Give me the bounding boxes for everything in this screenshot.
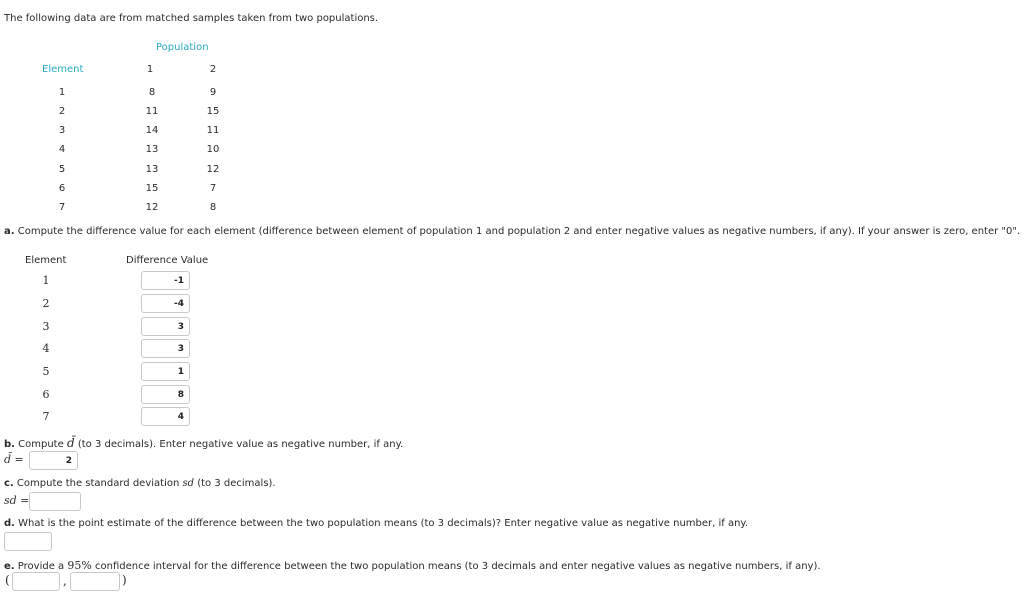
sd-input[interactable] [29, 492, 81, 511]
table-cell-pop1: 12 [145, 202, 159, 213]
diff-value-input[interactable] [141, 271, 190, 290]
diff-element-header: Element [25, 255, 67, 266]
table-cell-pop2: 15 [206, 106, 220, 117]
part-e-question [4, 559, 821, 572]
open-paren: ( [5, 573, 10, 587]
ci-lower-input[interactable] [12, 572, 60, 591]
diff-element-label: 4 [42, 342, 50, 355]
table-cell-pop2: 9 [209, 87, 217, 98]
diff-element-label: 1 [42, 274, 50, 287]
d-bar-input-label: d̄ = [4, 453, 24, 466]
close-paren: ) [122, 573, 127, 587]
table-cell-element: 1 [58, 87, 66, 98]
part-d-text: What is the point estimate of the difference between the two population means (to 3 decimals)? Enter negative value as negative number, if any. [18, 518, 749, 529]
diff-element-label: 3 [42, 320, 50, 333]
diff-value-input[interactable] [141, 317, 190, 336]
ci-upper-input[interactable] [70, 572, 120, 591]
part-d-question [4, 518, 748, 529]
diff-value-input[interactable] [141, 385, 190, 404]
table-cell-pop2: 8 [209, 202, 217, 213]
table-cell-element: 6 [58, 183, 66, 194]
diff-value-input[interactable] [141, 294, 190, 313]
diff-value-input[interactable] [141, 339, 190, 358]
table-cell-pop2: 7 [209, 183, 217, 194]
table-cell-pop1: 13 [145, 144, 159, 155]
diff-element-label: 7 [42, 410, 50, 423]
diff-element-label: 2 [42, 297, 50, 310]
comma-separator: , [63, 574, 67, 588]
sd-input-label: sd = [4, 494, 30, 507]
population-1-header: 1 [146, 64, 154, 75]
part-e-label: e. [4, 561, 15, 572]
part-c-text-before: Compute the standard deviation [16, 478, 180, 489]
part-b-text-after: (to 3 decimals). Enter negative value as negative number, if any. [77, 439, 404, 450]
table-cell-pop2: 11 [206, 125, 220, 136]
part-a-label: a. [4, 226, 15, 237]
element-header: Element [42, 64, 84, 75]
part-e-text-before: Provide a [17, 561, 65, 572]
population-header: Population [156, 42, 209, 53]
table-cell-pop1: 15 [145, 183, 159, 194]
table-cell-pop1: 14 [145, 125, 159, 136]
table-cell-element: 4 [58, 144, 66, 155]
part-a-text: Compute the difference value for each element (difference between element of population 1 and population 2 and enter negative values as negative numbers, if any). If your answer is zero, enter "0". [17, 226, 1021, 237]
point-estimate-input[interactable] [4, 532, 52, 551]
diff-value-header: Difference Value [126, 255, 209, 266]
table-cell-element: 5 [58, 164, 66, 175]
table-cell-element: 7 [58, 202, 66, 213]
part-d-label: d. [4, 518, 15, 529]
table-cell-pop1: 13 [145, 164, 159, 175]
table-cell-pop2: 12 [206, 164, 220, 175]
part-b-text-before: Compute [18, 439, 64, 450]
diff-element-label: 5 [42, 365, 50, 378]
diff-value-input[interactable] [141, 407, 190, 426]
diff-value-input[interactable] [141, 362, 190, 381]
d-bar-symbol: d̄ [66, 436, 75, 450]
part-c-question [4, 478, 276, 489]
part-a-question [4, 226, 1020, 237]
part-b-question [4, 436, 403, 450]
table-cell-pop1: 11 [145, 106, 159, 117]
population-2-header: 2 [209, 64, 217, 75]
table-cell-pop2: 10 [206, 144, 220, 155]
confidence-level: 95% [67, 559, 92, 572]
table-cell-element: 3 [58, 125, 66, 136]
part-b-label: b. [4, 439, 15, 450]
table-cell-pop1: 8 [148, 87, 156, 98]
part-e-text-after: confidence interval for the difference between the two population means (to 3 decimals and enter negative values as negative numbers, if any). [94, 561, 821, 572]
table-cell-element: 2 [58, 106, 66, 117]
d-bar-input[interactable] [29, 451, 78, 470]
intro-text: The following data are from matched samples taken from two populations. [4, 13, 379, 24]
part-c-text-after: (to 3 decimals). [197, 478, 276, 489]
sd-symbol: sd [182, 478, 195, 489]
diff-element-label: 6 [42, 388, 50, 401]
part-c-label: c. [4, 478, 14, 489]
